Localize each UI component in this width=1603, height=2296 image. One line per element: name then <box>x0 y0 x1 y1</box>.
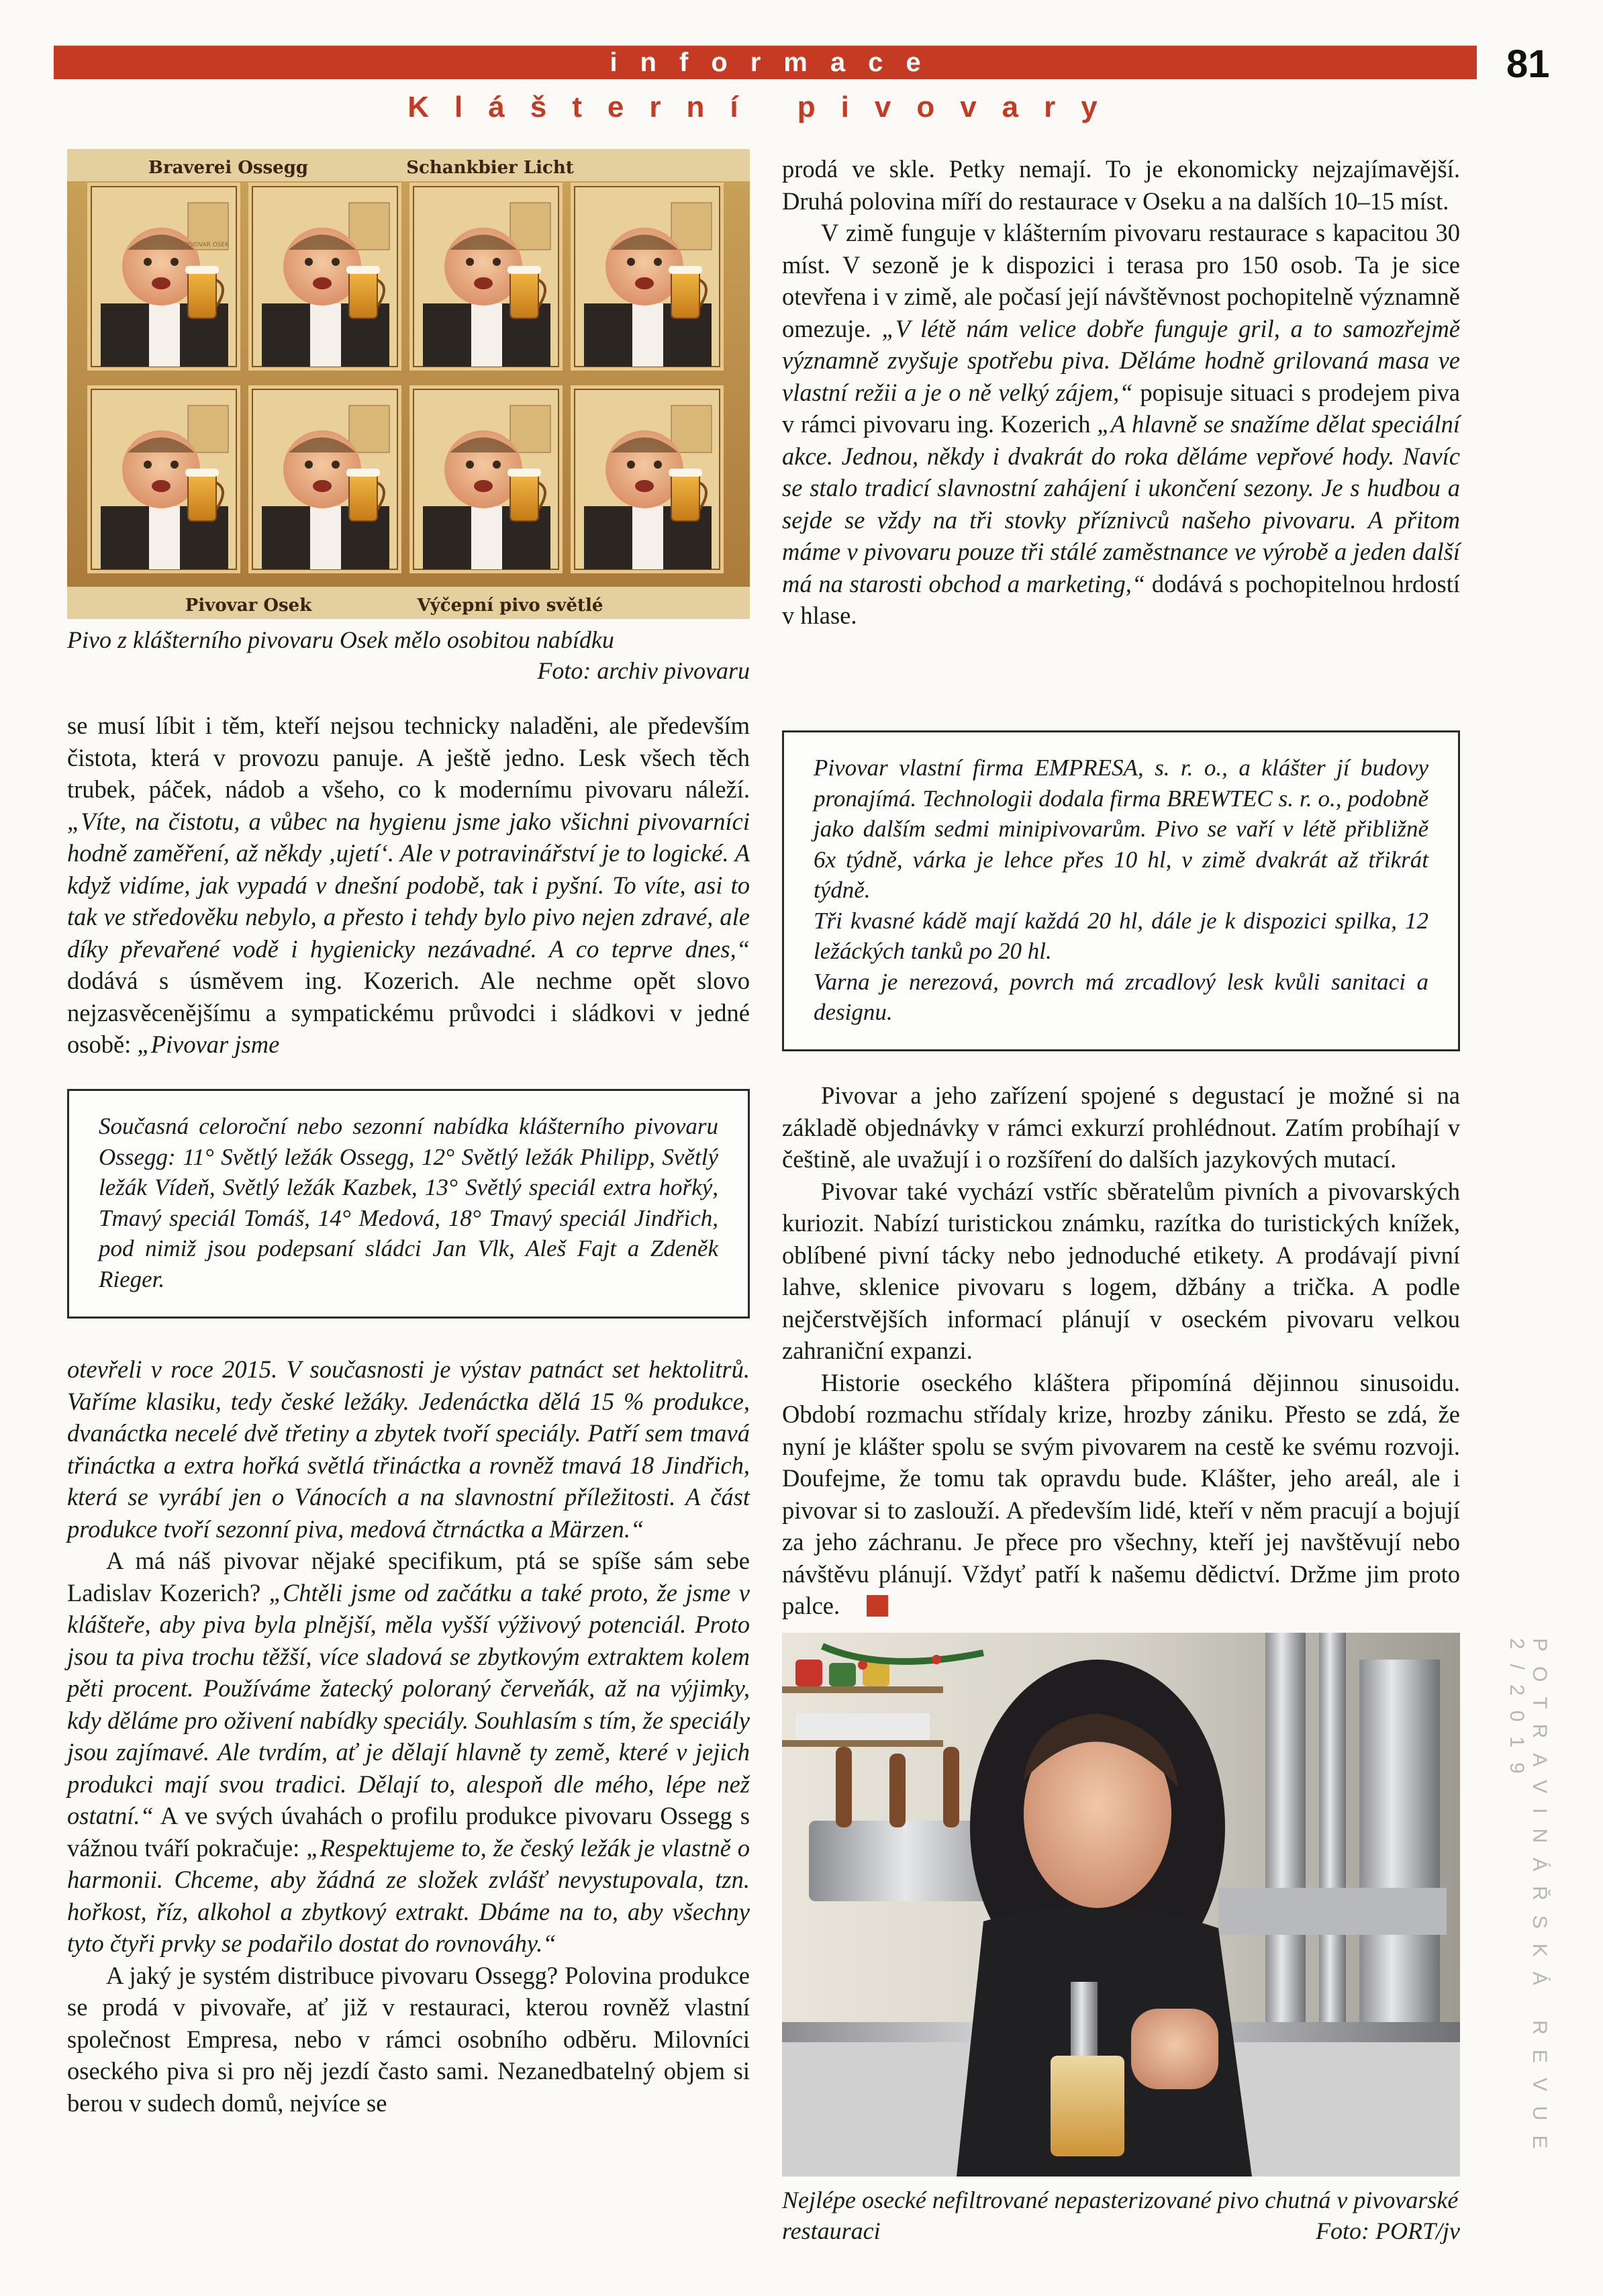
caption-1-text: Pivo z klášterního pivovaru Osek mělo osobitou nabídku <box>67 626 614 653</box>
caption-2-text: Nejlépe osecké nefiltrované nepasterizované pivo chutná v pivovarské restauraci <box>782 2187 1459 2244</box>
right-paragraph-5: Historie oseckého kláštera připomíná dějinnou sinusoidu. Období rozmachu střídaly krize, hrozby zániku. Přesto se zdá, že nyní je klášter spolu se svým pivovarem na cestě ke svému rozvoji. Doufejme, že tomu tak opravdu bude. Klášter, jeho areál, ale i pivovar si to zaslouží. A především lidé, kteří v něm pracují a bojují za jeho záchranu. Je přece pro všechny, kteří jej navštěvují nebo návštěvu plánují. Vždyť patří k našemu dědictví. Držme jim proto palce. <box>782 1368 1460 1619</box>
right-column-middle <box>782 1080 1460 1622</box>
info-box-ownership <box>782 730 1460 1051</box>
poster-mug-label: PIVOVAR OSEK <box>184 242 230 248</box>
poster-bottom-left: Pivovar Osek <box>185 595 312 616</box>
left-paragraph-3: A má náš pivovar nějaké specifikum, ptá se spíše sám sebe Ladislav Kozerich? „Chtěli jsme od začátku a také proto, že jsme v klášteře, aby piva byla plnější, měla vyšší výživový potenciál. Proto jsou ta piva trochu těžší, více sladová se zbytkovým extraktem kolem pěti procent. Používáme žatecký poloraný červeňák, až na výjimky, kdy děláme pro oživení nabídky speciály. Souhlasím s tím, že speciály jsou zajímavé. Ale tvrdím, ať je dělají hlavně ty země, které v jejich produkci mají svou tradici. Dělají to, alespoň dle mého, lépe než ostatní.“ A ve svých úvahách o profilu produkce pivovaru Ossegg s vážnou tváří pokračuje: „Respektujeme to, že český ležák je vlastně o harmonii. Chceme, aby žádná ze složek zvlášť nevystupovala, tzn. hořkost, říz, alkohol a zbytkový extrakt. Dbáme na to, aby všechny tyto čtyři prvky se podařilo dostat do rovnováhy.“ <box>67 1547 750 1957</box>
right-column-top <box>782 153 1460 632</box>
magazine-side-label: POTRAVINÁŘSKÁ REVUE 2/2019 <box>1506 1638 1551 2164</box>
caption-1-credit: Foto: archiv pivovaru <box>537 657 750 684</box>
info-box-ownership-p3: Varna je nerezová, povrch má zrcadlový lesk kvůli sanitaci a designu. <box>814 968 1428 1025</box>
right-paragraph-1: prodá ve skle. Petky nemají. To je ekonomicky nejzajímavější. Druhá polovina míří do restaurace v Oseku a na dalších 10–15 míst. <box>782 155 1460 215</box>
section-label: informace <box>610 47 944 77</box>
poster-bottom-right: Výčepní pivo světlé <box>417 595 603 616</box>
bartender-illustration <box>782 1633 1460 2177</box>
photo-caption-1 <box>67 624 750 686</box>
left-paragraph-1: se musí líbit i těm, kteří nejsou technicky naladěni, ale především čistota, která v provozu panuje. A ještě jedno. Lesk všech těch trubek, páček, nádob a všeho, co k modernímu pivovaru náleží. „Víte, na čistotu, a vůbec na hygienu jsme jako všichni pivovarníci hodně zaměření, až někdy ‚ujetí‘. Ale v potravinářství je to logické. A když vidíme, jak vypadá v dnešní podobě, tak i pyšní. To víte, asi to tak ve středověku nebylo, a přesto i tehdy bylo pivo nejen zdravé, ale díky převařené vodě i hygienicky nezávadné. A co teprve dnes,“ dodává s úsměvem ing. Kozerich. Ale nechme opět slovo nejzasvěcenějšímu a sympatickému průvodci i sládkovi v jedné osobě: „Pivovar jsme <box>67 712 750 1058</box>
poster-photo <box>67 149 750 619</box>
right-paragraph-4: Pivovar také vychází vstříc sběratelům pivních a pivovarských kuriozit. Nabízí turistickou známku, razítka do turistických knížek, oblíbené pivní tácky nebo jednoduché etikety. A prodávají pivní lahve, sklenice pivovaru s logem, džbány a trička. A podle nejčerstvějších informací plánují v oseckém pivovaru velkou zahraniční expanzi. <box>782 1177 1460 1364</box>
section-bar <box>54 46 1477 79</box>
info-box-ownership-p1: Pivovar vlastní firma EMPRESA, s. r. o., a klášter jí budovy pronajímá. Technologii dodala firma BREWTEC s. r. o., podobně jako dalším sedmi minipivovarům. Pivo se vaří v létě přibližně 6x týdně, várka je lehce přes 10 hl, v zimě dvakrát až třikrát týdně. <box>814 755 1428 903</box>
left-column-bottom <box>67 1353 750 2119</box>
info-box-ownership-p2: Tři kvasné kádě mají každá 20 hl, dále je k dispozici spilka, 12 ležáckých tanků po 20 hl. <box>814 907 1428 964</box>
info-box-offer-text: Současná celoroční nebo sezonní nabídka klášterního pivovaru Ossegg: 11° Světlý ležák Ossegg, 12° Světlý ležák Philipp, Světlý ležák Vídeň, Světlý ležák Kazbek, 13° Světlý speciál extra hořký, Tmavý speciál Tomáš, 14° Medová, 18° Tmavý speciál Jindřich, pod nimiž jsou podepsaní sládci Jan Vlk, Aleš Fajt a Zdeněk Rieger. <box>99 1113 718 1292</box>
left-paragraph-4: A jaký je systém distribuce pivovaru Ossegg? Polovina produkce se prodá v pivovaře, ať již v restauraci, kterou rovněž vlastní společnost Empresa, nebo v rámci osobního odběru. Milovníci oseckého piva si pro něj jezdí často sami. Nezanedbatelný objem si berou v sudech domů, nejvíce se <box>67 1961 750 2117</box>
info-box-offer <box>67 1089 750 1319</box>
end-mark <box>867 1595 888 1617</box>
poster-top-left: Braverei Ossegg <box>148 158 309 178</box>
poster-illustration <box>67 149 750 619</box>
right-paragraph-2: V zimě funguje v klášterním pivovaru restaurace s kapacitou 30 míst. V sezoně je k dispozici i terasa pro 150 osob. Ta je sice otevřena i v zimě, ale počasí její návštěvnost pochopitelně významně omezuje. „V létě nám velice dobře funguje gril, a to samozřejmě významně zvyšuje spotřebu piva. Děláme hodně grilovaná masa ve vlastní režii a je o ně velký zájem,“ popisuje situaci s prodejem piva v rámci pivovaru ing. Kozerich „A hlavně se snažíme dělat speciální akce. Jednou, někdy i dvakrát do roka děláme vepřové hody. Navíc se stalo tradicí slavnostní zahájení i ukončení sezony. Je s hudbou a sejde se vždy na tři stovky příznivců našeho pivovaru. A přitom máme v pivovaru pouze tři stálé zaměstnance ve výrobě a jeden další má na starosti obchod a marketing,“ dodává s pochopitelnou hrdostí v hlase. <box>782 219 1460 629</box>
photo-caption-2 <box>782 2185 1460 2246</box>
left-column-top <box>67 710 750 1061</box>
page-number: 81 <box>1506 42 1550 86</box>
right-paragraph-3: Pivovar a jeho zařízení spojené s degustací je možné si na základě objednávky v rámci exkurzí prohlédnout. Zatím probíhají v češtině, ale uvažují i o rozšíření do dalších jazykových mutací. <box>782 1082 1460 1173</box>
bartender-photo <box>782 1633 1460 2177</box>
left-paragraph-2: otevřeli v roce 2015. V současnosti je výstav patnáct set hektolitrů. Vaříme klasiku, tedy české ležáky. Jedenáctka dělá 15 % produkce, dvanáctka necelé dvě třetiny a zbytek tvoří speciály. Patří sem tmavá třináctka a extra hořká světlá třináctka a rovněž tmavá 18 Jindřich, která se vyrábí jen o Vánocích a na slavnostní příležitosti. A část produkce tvoří sezonní piva, medová čtrnáctka a Märzen.“ <box>67 1355 750 1543</box>
poster-top-right: Schankbier Licht <box>406 158 574 178</box>
section-subtitle: Klášterní pivovary <box>407 91 1123 124</box>
caption-2-credit: Foto: PORT/jv <box>1316 2217 1460 2244</box>
